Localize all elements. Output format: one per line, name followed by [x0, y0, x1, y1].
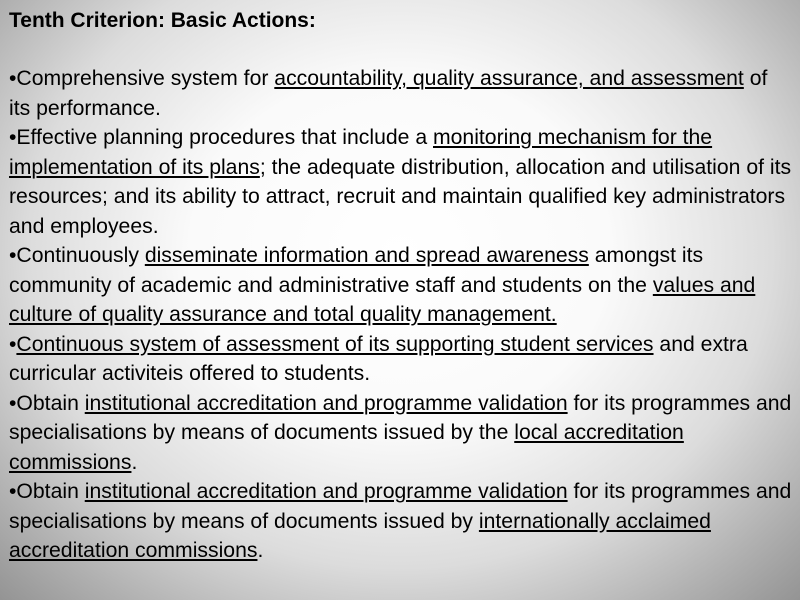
bullet-item [9, 389, 793, 478]
bullet-item [9, 241, 793, 330]
bullet-item [9, 477, 793, 566]
bullet-text: . [257, 539, 264, 562]
underlined-text: monitoring mechanism for the implementation of its plans [9, 126, 713, 179]
underlined-text: internationally acclaimed accreditation commissions [9, 509, 711, 562]
bullet-marker: • [9, 332, 17, 356]
underlined-text: disseminate information and spread awareness [144, 244, 589, 267]
bullet-text: amongst its community of academic and administrative staff and students on the [9, 244, 704, 297]
bullet-marker: • [9, 126, 17, 149]
slide-content [9, 6, 793, 566]
underlined-text: values and culture of quality assurance and total quality management. [9, 273, 756, 326]
underlined-text: institutional accreditation and programme validation [84, 480, 568, 503]
bullet-text: ; the adequate distribution, allocation and utilisation of its resources; and its ability to attract, recruit and maintain qualified key administrators and employees. [9, 155, 792, 238]
bullet-item [9, 123, 793, 241]
bullet-text: of its performance. [9, 67, 768, 120]
underlined-text: accountability, quality assurance, and assessment [274, 67, 744, 90]
slide-title: Tenth Criterion: Basic Actions: [9, 9, 316, 32]
bullet-text: Obtain [16, 480, 85, 503]
bullet-marker: • [9, 391, 17, 415]
underlined-text: Continuous system of assessment of its supporting student services [16, 332, 654, 356]
bullet-text: . [131, 450, 138, 474]
bullet-text: Effective planning procedures that include a [16, 126, 433, 149]
underlined-text: local accreditation commissions [9, 421, 684, 474]
bullet-item [9, 64, 793, 123]
bullet-text: and extra curricular activiteis offered to students. [9, 332, 748, 385]
underlined-text: institutional accreditation and programme validation [84, 391, 568, 415]
bullet-marker: • [9, 67, 17, 90]
bullet-text: Continuously [16, 244, 145, 267]
bullet-text: for its programmes and specialisations by means of documents issued by the [9, 391, 792, 444]
bullet-text: Comprehensive system for [16, 67, 275, 90]
bullet-list [9, 64, 793, 566]
bullet-text: for its programmes and specialisations by means of documents issued by [9, 480, 792, 533]
bullet-text: Obtain [16, 391, 85, 415]
bullet-item [9, 330, 793, 389]
bullet-marker: • [9, 480, 17, 503]
bullet-marker: • [9, 244, 17, 267]
